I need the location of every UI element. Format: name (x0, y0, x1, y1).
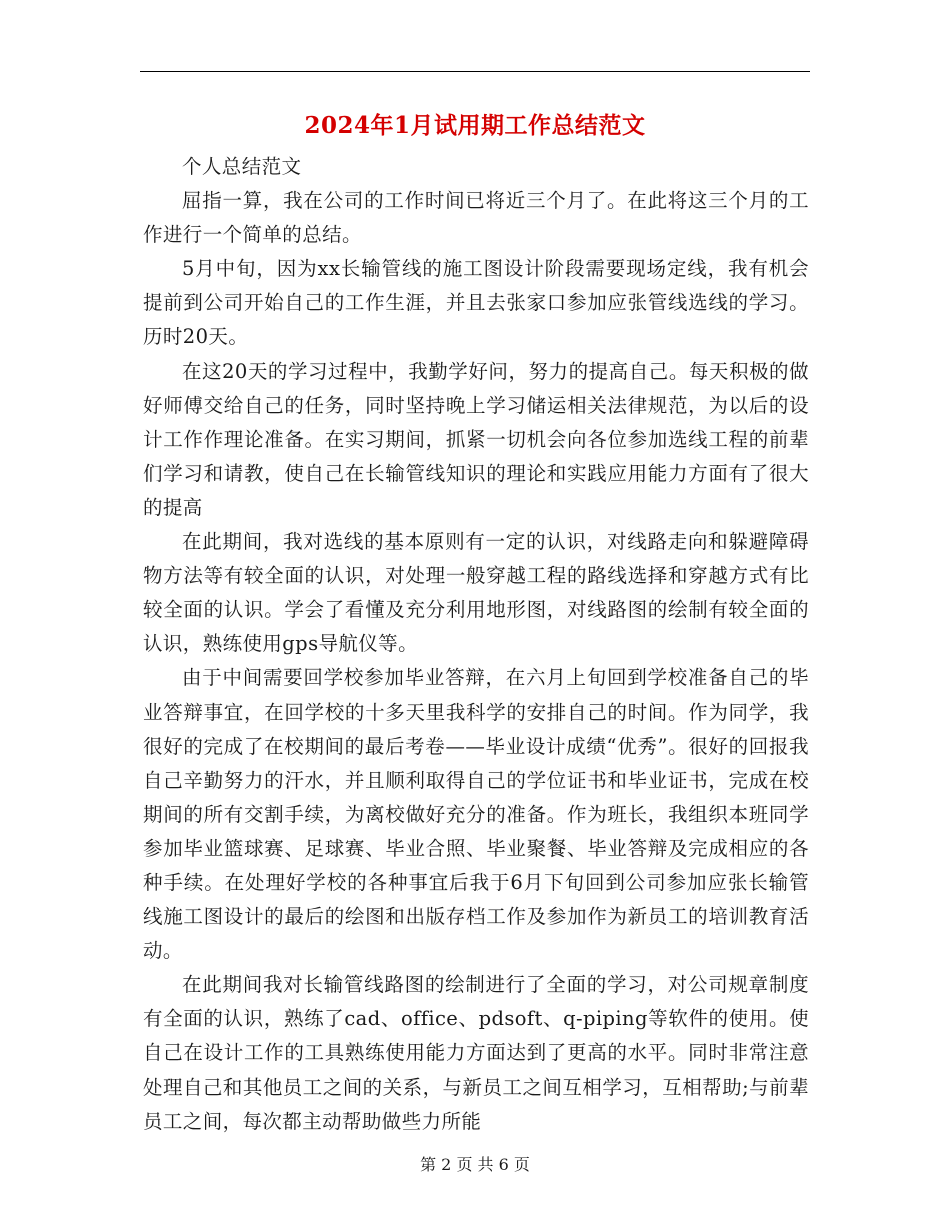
paragraph-subtitle: 个人总结范文 (182, 155, 302, 178)
paragraph: 5月中旬，因为xx长输管线的施工图设计阶段需要现场定线，我有机会提前到公司开始自己的工作生涯，并且去张家口参加应张管线选线的学习。历时20天。 (143, 257, 809, 349)
paragraph: 由于中间需要回学校参加毕业答辩，在六月上旬回到学校准备自己的毕业答辩事宜，在回学校的十多天里我科学的安排自己的时间。作为同学，我很好的完成了在校期间的最后考卷——毕业设计成绩“优秀”。很好的回报我自己辛勤努力的汗水，并且顺利取得自己的学位证书和毕业证书，完成在校期间的所有交割手续，为离校做好充分的准备。作为班长，我组织本班同学参加毕业篮球赛、足球赛、毕业合照、毕业聚餐、毕业答辩及完成相应的各种手续。在处理好学校的各种事宜后我于6月下旬回到公司参加应张长输管线施工图设计的最后的绘图和出版存档工作及参加作为新员工的培训教育活动。 (143, 666, 809, 963)
paragraph: 在这20天的学习过程中，我勤学好问，努力的提高自己。每天积极的做好师傅交给自己的任务，同时坚持晚上学习储运相关法律规范，为以后的设计工作作理论准备。在实习期间，抓紧一切机会向各位参加选线工程的前辈们学习和请教，使自己在长输管线知识的理论和实践应用能力方面有了很大的提高 (143, 359, 809, 519)
document-body (143, 150, 809, 1139)
paragraph: 在此期间，我对选线的基本原则有一定的认识，对线路走向和躲避障碍物方法等有较全面的认识，对处理一般穿越工程的路线选择和穿越方式有比较全面的认识。学会了看懂及充分利用地形图，对线路图的绘制有较全面的认识，熟练使用gps导航仪等。 (143, 530, 809, 656)
paragraph: 在此期间我对长输管线路图的绘制进行了全面的学习，对公司规章制度有全面的认识，熟练了cad、office、pdsoft、q-piping等软件的使用。使自己在设计工作的工具熟练使用能力方面达到了更高的水平。同时非常注意处理自己和其他员工之间的关系，与新员工之间互相学习，互相帮助;与前辈员工之间，每次都主动帮助做些力所能 (143, 973, 809, 1133)
header-rule (140, 71, 810, 72)
paragraph: 屈指一算，我在公司的工作时间已将近三个月了。在此将这三个月的工作进行一个简单的总结。 (143, 189, 809, 247)
document-title: 2024年1月试用期工作总结范文 (304, 112, 646, 139)
page-number-footer: 第 2 页 共 6 页 (420, 1155, 530, 1174)
